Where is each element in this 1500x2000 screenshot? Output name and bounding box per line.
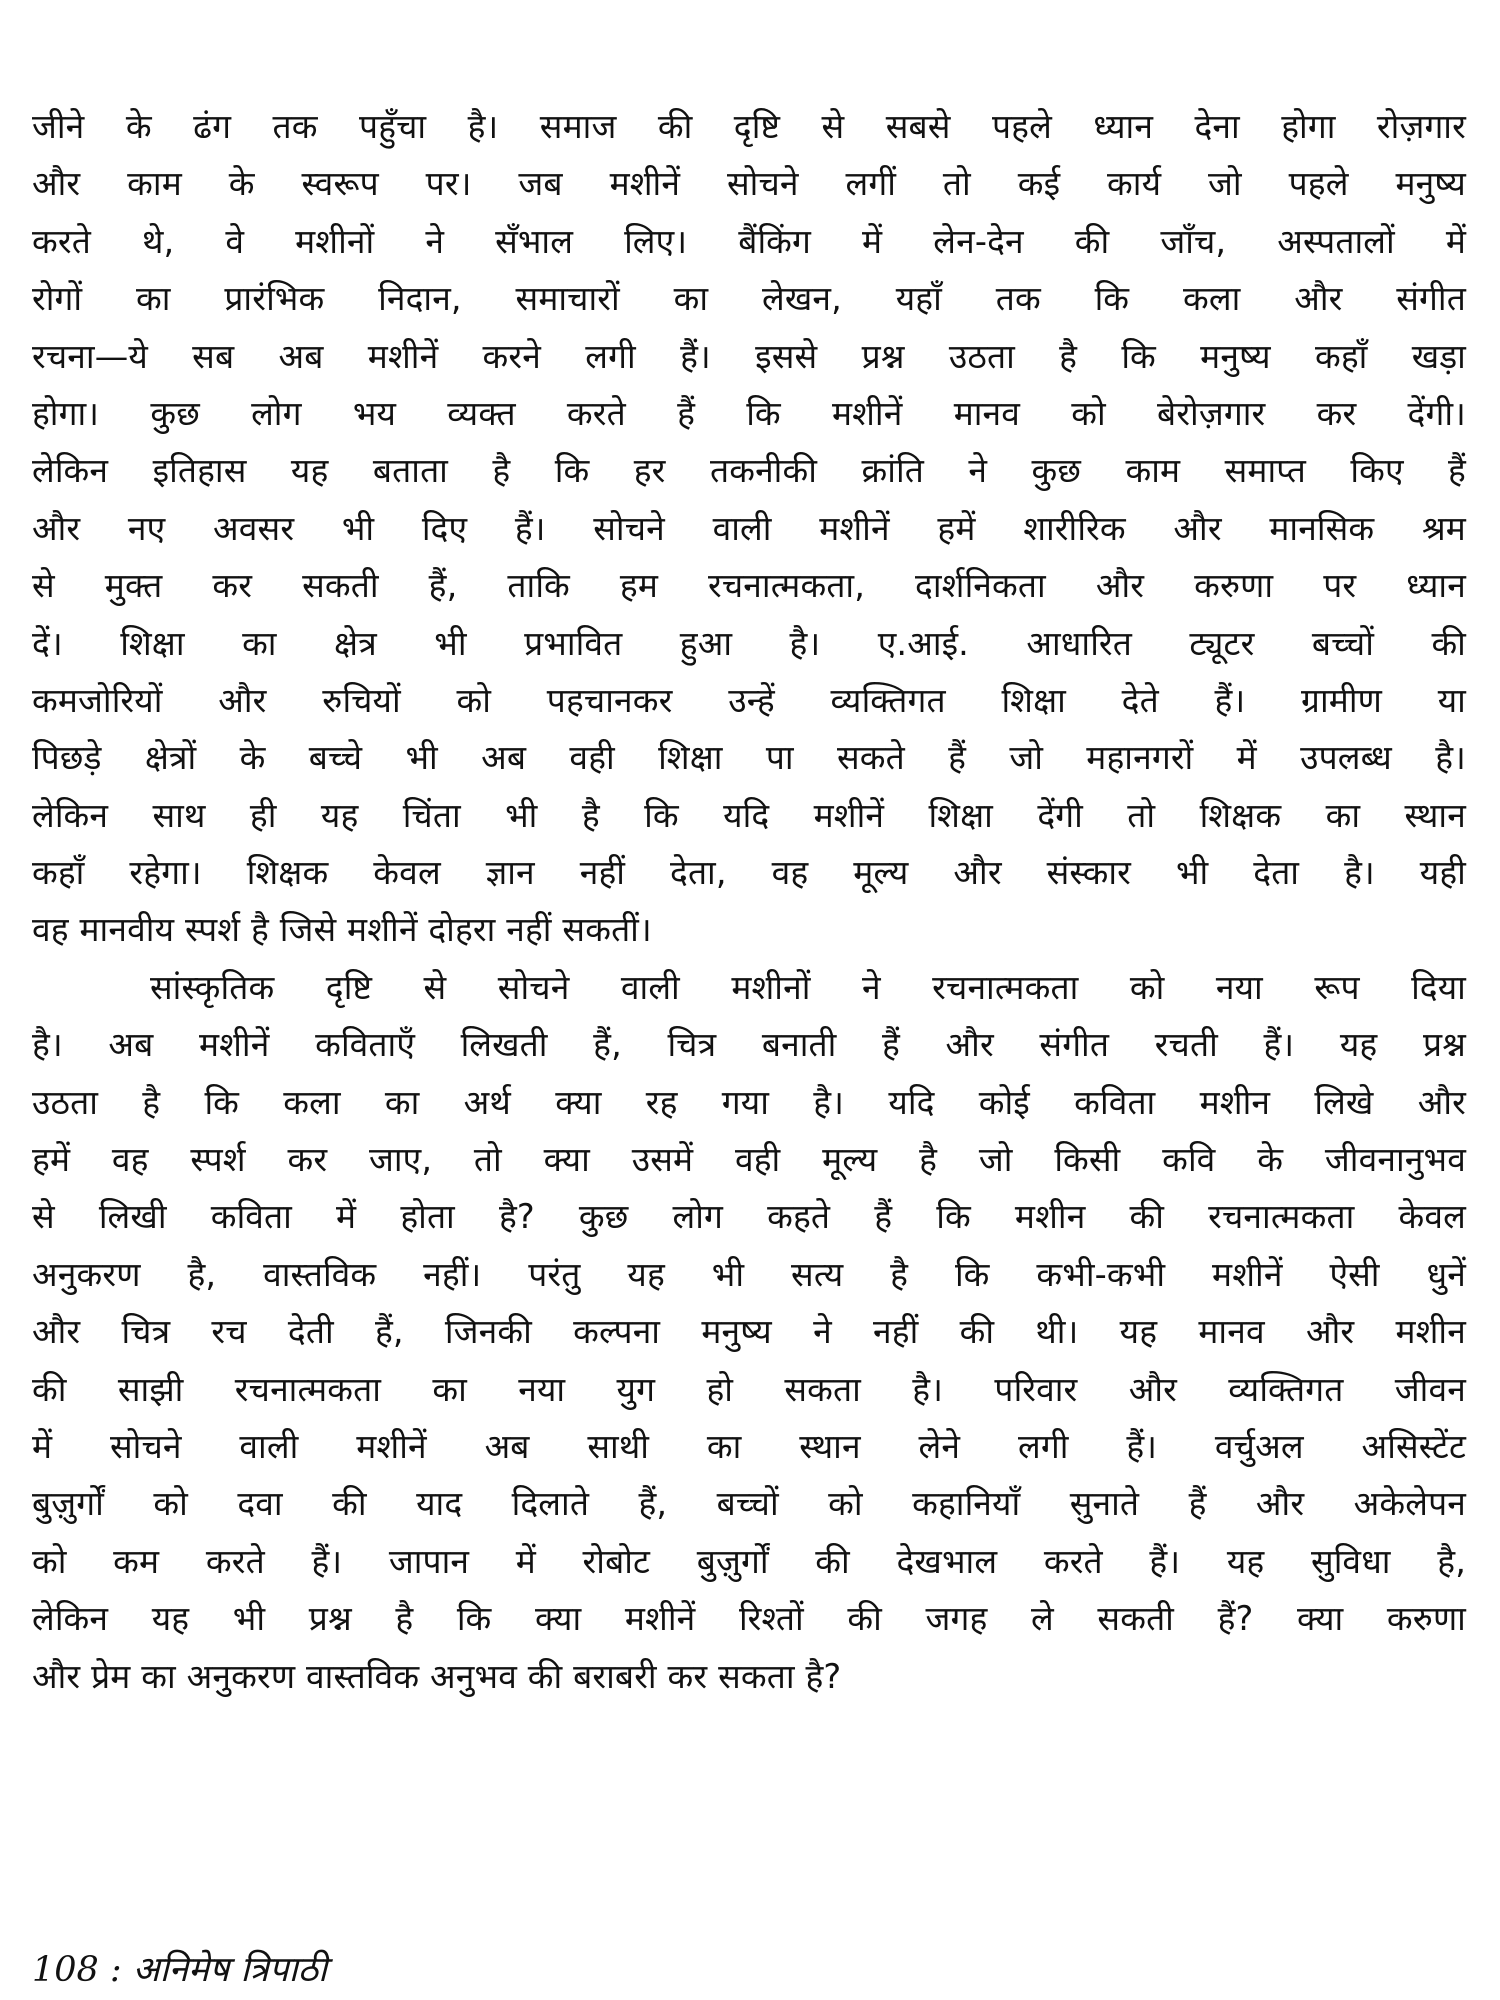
text-line: रचना—ये सब अब मशीनें करने लगी हैं। इससे प्रश्न उठता है कि मनुष्य कहाँ खड़ा <box>32 336 1466 376</box>
text-line: कहाँ रहेगा। शिक्षक केवल ज्ञान नहीं देता, वह मूल्य और संस्कार भी देता है। यही <box>32 853 1466 893</box>
page-footer-folio: 108 : अनिमेष त्रिपाठी <box>32 1950 328 1990</box>
text-line: से मुक्त कर सकती हैं, ताकि हम रचनात्मकता, दार्शनिकता और करुणा पर ध्यान <box>32 566 1466 606</box>
text-line: है। अब मशीनें कविताएँ लिखती हैं, चित्र बनाती हैं और संगीत रचती हैं। यह प्रश्न <box>32 1025 1466 1065</box>
text-line: वह मानवीय स्पर्श है जिसे मशीनें दोहरा नहीं सकतीं। <box>32 910 652 950</box>
text-line: कमजोरियों और रुचियों को पहचानकर उन्हें व्यक्तिगत शिक्षा देते हैं। ग्रामीण या <box>32 680 1466 720</box>
text-line: लेकिन इतिहास यह बताता है कि हर तकनीकी क्रांति ने कुछ काम समाप्त किए हैं <box>32 451 1466 491</box>
text-line: होगा। कुछ लोग भय व्यक्त करते हैं कि मशीनें मानव को बेरोज़गार कर देंगी। <box>32 393 1466 433</box>
text-line: अनुकरण है, वास्तविक नहीं। परंतु यह भी सत्य है कि कभी-कभी मशीनें ऐसी धुनें <box>32 1254 1466 1294</box>
text-line: लेकिन साथ ही यह चिंता भी है कि यदि मशीनें शिक्षा देंगी तो शिक्षक का स्थान <box>32 795 1466 835</box>
text-line: उठता है कि कला का अर्थ क्या रह गया है। यदि कोई कविता मशीन लिखे और <box>32 1082 1466 1122</box>
text-line: और प्रेम का अनुकरण वास्तविक अनुभव की बराबरी कर सकता है? <box>32 1656 842 1696</box>
text-line: करते थे, वे मशीनों ने सँभाल लिए। बैंकिंग में लेन-देन की जाँच, अस्पतालों में <box>32 221 1466 261</box>
text-line: सांस्कृतिक दृष्टि से सोचने वाली मशीनों ने रचनात्मकता को नया रूप दिया <box>150 967 1466 1007</box>
text-line: और नए अवसर भी दिए हैं। सोचने वाली मशीनें हमें शारीरिक और मानसिक श्रम <box>32 508 1466 548</box>
text-line: की साझी रचनात्मकता का नया युग हो सकता है। परिवार और व्यक्तिगत जीवन <box>32 1369 1466 1409</box>
paragraph-1 <box>32 98 1466 959</box>
text-line: और काम के स्वरूप पर। जब मशीनें सोचने लगीं तो कई कार्य जो पहले मनुष्य <box>32 164 1466 204</box>
text-line: हमें वह स्पर्श कर जाए, तो क्या उसमें वही मूल्य है जो किसी कवि के जीवनानुभव <box>32 1140 1466 1180</box>
text-line: पिछड़े क्षेत्रों के बच्चे भी अब वही शिक्षा पा सकते हैं जो महानगरों में उपलब्ध है। <box>32 738 1466 778</box>
text-line: बुज़ुर्गों को दवा की याद दिलाते हैं, बच्चों को कहानियाँ सुनाते हैं और अकेलेपन <box>32 1484 1466 1524</box>
text-line: रोगों का प्रारंभिक निदान, समाचारों का लेखन, यहाँ तक कि कला और संगीत <box>32 279 1466 319</box>
body-text <box>32 98 1466 1705</box>
text-line: और चित्र रच देती हैं, जिनकी कल्पना मनुष्य ने नहीं की थी। यह मानव और मशीन <box>32 1312 1466 1352</box>
text-line: जीने के ढंग तक पहुँचा है। समाज की दृष्टि से सबसे पहले ध्यान देना होगा रोज़गार <box>32 107 1466 146</box>
text-line: दें। शिक्षा का क्षेत्र भी प्रभावित हुआ है। ए.आई. आधारित ट्यूटर बच्चों की <box>32 623 1466 663</box>
text-line: को कम करते हैं। जापान में रोबोट बुज़ुर्गों की देखभाल करते हैं। यह सुविधा है, <box>32 1541 1466 1581</box>
paragraph-2 <box>32 959 1466 1705</box>
text-line: लेकिन यह भी प्रश्न है कि क्या मशीनें रिश्तों की जगह ले सकती हैं? क्या करुणा <box>32 1599 1466 1639</box>
text-line: से लिखी कविता में होता है? कुछ लोग कहते हैं कि मशीन की रचनात्मकता केवल <box>32 1197 1466 1237</box>
text-line: में सोचने वाली मशीनें अब साथी का स्थान लेने लगी हैं। वर्चुअल असिस्टेंट <box>32 1426 1466 1466</box>
